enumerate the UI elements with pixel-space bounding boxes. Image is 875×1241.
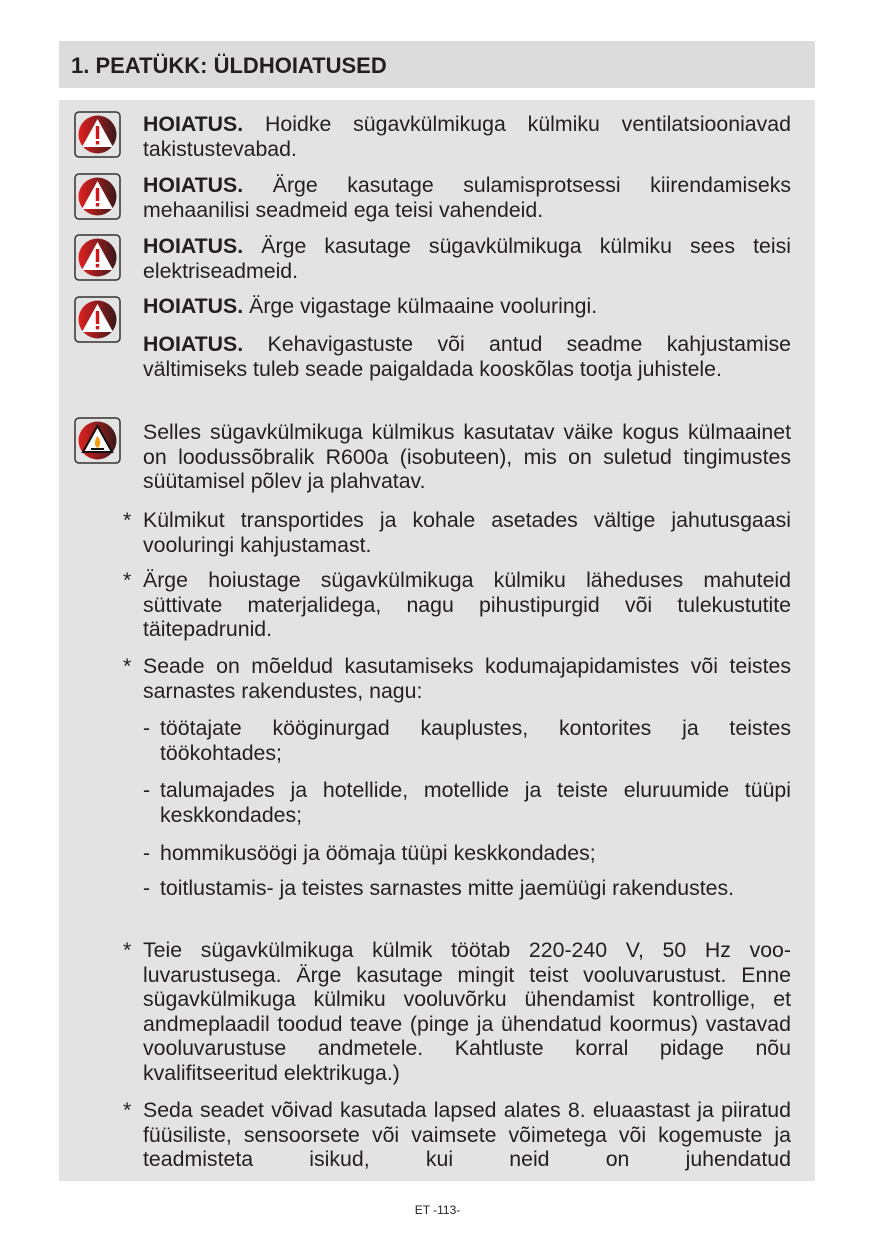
dash-mark: -: [143, 841, 151, 865]
bullet-mark: *: [123, 938, 132, 962]
flammable-note: Selles sügavkülmikuga külmikus kasutatav väike kogus külmaainet on loodussõbralik R600a (isobuteen), mis on suletud tingimustes süütamisel põlev ja plahvatav.: [143, 420, 791, 494]
page-number: ET -113-: [414, 1203, 461, 1217]
warning-icon: [74, 111, 121, 158]
warning-text: HOIATUS. Ärge kasutage sügavkülmikuga külmiku sees teisi elektriseadmeid.: [143, 234, 791, 283]
sub-item-text: töötajate kööginurgad kauplustes, kontorites ja teistes töökohtades;: [160, 716, 791, 765]
dash-mark: -: [143, 716, 151, 740]
warning-text: HOIATUS. Hoidke sügavkülmikuga külmiku ventilatsiooniavad takistustevabad.: [143, 112, 791, 161]
chapter-title: 1. PEATÜKK: ÜLDHOIATUSED: [71, 53, 387, 78]
bullet-mark: *: [123, 508, 132, 532]
bullet-text: Teie sügavkülmikuga külmik töötab 220-240 V, 50 Hz vooluvarustusega. Ärge kasutage mingit teist vooluvarustust. Enne sügavkülmikuga külmiku vooluvõrku ühendamist kontrollige, et andmeplaadil toodud teave (pinge ja ühendatud koormus) vastavad vooluvarustuse andmetele. Kahtluste korral pidage nõu kvalifitseeritud elektrikuga.): [143, 938, 791, 1085]
sub-item-text: hommikusöögi ja öömaja tüüpi keskkondades;: [160, 841, 596, 865]
bullet-text: Ärge hoiustage sügavkülmikuga külmiku läheduses mahuteid süttivate materjalidega, nagu pihustipurgid või tulekustutite täitepadrunid.: [143, 568, 791, 642]
bullet-text: Külmikut transportides ja kohale asetades vältige jahutusgaasi vooluringi kahjustamast.: [143, 508, 791, 557]
bullet-mark: *: [123, 654, 132, 678]
bullet-text: Seade on mõeldud kasutamiseks kodumajapidamistes või teistes sarnastes rakendustes, nagu:: [143, 654, 791, 703]
warning-text: HOIATUS. Kehavigastuste või antud seadme kahjustamise vältimiseks tuleb seade paigaldada kooskõlas tootja juhistele.: [143, 332, 791, 381]
warning-icon: [74, 234, 121, 281]
dash-mark: -: [143, 876, 151, 900]
flammable-warning-icon: [74, 417, 121, 464]
warning-text: HOIATUS. Ärge kasutage sulamisprotsessi kiirendamiseks mehaanilisi seadmeid ega teisi vahendeid.: [143, 173, 792, 222]
sub-item-text: toitlustamis- ja teistes sarnastes mitte jaemüügi rakendustes.: [160, 876, 735, 900]
bullet-text: Seda seadet võivad kasutada lapsed alates 8. eluaastast ja piiratud füüsiliste, sensoorsete või vaimsete võimetega või kogemuste ja teadmisteta isikud, kui neid on juhendatud: [143, 1098, 791, 1172]
bullet-mark: *: [123, 1098, 132, 1122]
bullet-mark: *: [123, 568, 132, 592]
sub-item-text: talumajades ja hotellide, motellide ja teiste eluruumide tüüpi keskkondades;: [160, 778, 791, 827]
warning-icon: [74, 173, 121, 220]
chapter-header: [59, 41, 815, 88]
warning-text: HOIATUS. Ärge vigastage külmaaine vooluringi.: [143, 294, 598, 318]
warning-icon: [74, 296, 121, 343]
dash-mark: -: [143, 778, 151, 802]
